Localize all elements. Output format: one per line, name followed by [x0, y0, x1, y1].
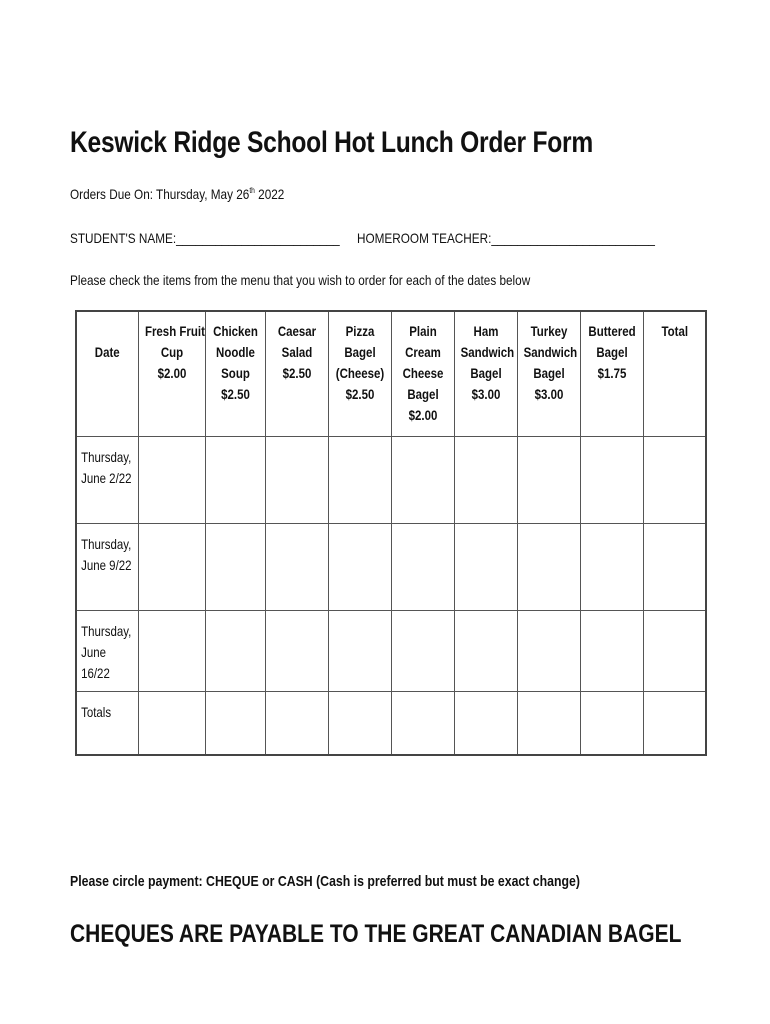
header-label	[523, 312, 577, 405]
menu-item-header	[580, 311, 643, 437]
order-checkbox-cell[interactable]	[138, 611, 205, 692]
row-total-cell[interactable]	[643, 437, 706, 524]
order-checkbox-cell[interactable]	[517, 692, 580, 756]
order-checkbox-cell[interactable]	[138, 437, 205, 524]
order-checkbox-cell[interactable]	[391, 611, 454, 692]
order-checkbox-cell[interactable]	[138, 692, 205, 756]
order-checkbox-cell[interactable]	[138, 524, 205, 611]
header-line: Caesar	[277, 323, 316, 339]
due-date-text: Orders Due On: Thursday, May 26	[70, 186, 250, 202]
due-date-year: 2022	[254, 186, 285, 202]
order-checkbox-cell[interactable]	[517, 437, 580, 524]
header-line: Sandwich	[460, 344, 514, 360]
menu-item-header	[328, 311, 391, 437]
row-date-label	[77, 437, 132, 489]
date-row	[76, 437, 706, 524]
menu-item-header	[138, 311, 205, 437]
header-line: $3.00	[471, 386, 500, 402]
menu-item-header	[454, 311, 517, 437]
header-line: $3.00	[534, 386, 563, 402]
header-row	[76, 311, 706, 437]
order-checkbox-cell[interactable]	[205, 524, 265, 611]
header-line: $1.75	[597, 365, 626, 381]
menu-item-header	[391, 311, 454, 437]
header-line: Chicken	[212, 323, 258, 339]
form-title: Keswick Ridge School Hot Lunch Order Form	[70, 126, 593, 159]
order-checkbox-cell[interactable]	[265, 524, 328, 611]
order-checkbox-cell[interactable]	[328, 611, 391, 692]
header-line: Total	[660, 323, 688, 339]
row-date-line: 16/22	[81, 665, 110, 681]
header-line: Soup	[220, 365, 250, 381]
row-total-cell[interactable]	[643, 692, 706, 756]
header-line: Bagel	[595, 344, 628, 360]
order-checkbox-cell[interactable]	[265, 437, 328, 524]
date-row	[76, 524, 706, 611]
due-date-ordinal: th	[249, 186, 255, 195]
row-date-cell	[76, 437, 138, 524]
row-date-label	[77, 692, 127, 723]
order-checkbox-cell[interactable]	[265, 692, 328, 756]
order-checkbox-cell[interactable]	[580, 611, 643, 692]
row-date-cell	[76, 611, 138, 692]
total-column-header	[643, 311, 706, 437]
order-checkbox-cell[interactable]	[391, 437, 454, 524]
order-table	[75, 310, 707, 756]
order-checkbox-cell[interactable]	[205, 437, 265, 524]
instructions-text: Please check the items from the menu that you wish to order for each of the dates below	[70, 272, 531, 288]
menu-item-header	[517, 311, 580, 437]
totals-row	[76, 692, 706, 756]
row-date-line: Totals	[81, 704, 112, 720]
row-date-line: Thursday,	[81, 449, 132, 465]
header-line: Bagel	[406, 386, 439, 402]
order-checkbox-cell[interactable]	[517, 524, 580, 611]
row-date-line: Thursday,	[81, 536, 132, 552]
header-line: Salad	[281, 344, 312, 360]
header-label	[460, 312, 514, 405]
header-label	[586, 312, 637, 384]
order-checkbox-cell[interactable]	[454, 437, 517, 524]
header-label	[649, 312, 699, 342]
header-line: $2.00	[157, 365, 186, 381]
order-checkbox-cell[interactable]	[454, 524, 517, 611]
homeroom-teacher-label: HOMEROOM TEACHER:	[357, 230, 492, 246]
order-checkbox-cell[interactable]	[391, 524, 454, 611]
header-line: Ham	[473, 323, 498, 339]
header-line: $2.50	[220, 386, 250, 402]
menu-item-header	[265, 311, 328, 437]
header-label	[397, 312, 448, 426]
date-column-header	[76, 311, 138, 437]
row-date-cell	[76, 692, 138, 756]
table-body	[76, 437, 706, 756]
header-line: Bagel	[532, 365, 565, 381]
header-line: $2.00	[408, 407, 437, 423]
header-line: Turkey	[530, 323, 567, 339]
menu-item-header	[205, 311, 265, 437]
order-checkbox-cell[interactable]	[580, 524, 643, 611]
row-date-line: June	[81, 644, 106, 660]
row-total-cell[interactable]	[643, 611, 706, 692]
row-date-line: June 9/22	[81, 557, 132, 573]
order-checkbox-cell[interactable]	[454, 692, 517, 756]
header-line: Cheese	[402, 365, 443, 381]
student-name-blank[interactable]: _________________________	[176, 230, 340, 246]
header-line: Buttered	[587, 323, 636, 339]
header-line: $2.50	[282, 365, 311, 381]
order-checkbox-cell[interactable]	[454, 611, 517, 692]
order-checkbox-cell[interactable]	[580, 437, 643, 524]
header-line: $2.50	[345, 386, 374, 402]
header-line: (Cheese)	[335, 365, 384, 381]
header-line: Cup	[160, 344, 183, 360]
header-line: Bagel	[343, 344, 376, 360]
student-name-label: STUDENT'S NAME:	[70, 230, 177, 246]
order-checkbox-cell[interactable]	[328, 692, 391, 756]
order-checkbox-cell[interactable]	[328, 524, 391, 611]
row-total-cell[interactable]	[643, 524, 706, 611]
header-label	[334, 312, 385, 405]
due-date-line	[70, 186, 284, 202]
order-checkbox-cell[interactable]	[265, 611, 328, 692]
header-line: Date	[94, 344, 120, 360]
header-line: Cream	[404, 344, 441, 360]
order-checkbox-cell[interactable]	[328, 437, 391, 524]
header-label	[271, 312, 322, 384]
row-date-line: Thursday,	[81, 623, 132, 639]
header-line: Bagel	[469, 365, 502, 381]
date-row	[76, 611, 706, 692]
homeroom-teacher-field[interactable]	[357, 230, 655, 246]
order-checkbox-cell[interactable]	[205, 611, 265, 692]
order-checkbox-cell[interactable]	[517, 611, 580, 692]
order-checkbox-cell[interactable]	[580, 692, 643, 756]
payment-instructions: Please circle payment: CHEQUE or CASH (Cash is preferred but must be exact change)	[70, 873, 580, 890]
header-label	[82, 312, 132, 363]
homeroom-teacher-blank[interactable]: _________________________	[491, 230, 655, 246]
cheques-payable-note: CHEQUES ARE PAYABLE TO THE GREAT CANADIAN BAGEL	[70, 920, 682, 948]
header-line: Pizza	[345, 323, 374, 339]
header-line: Plain	[408, 323, 437, 339]
row-date-label	[77, 524, 132, 576]
header-line: Sandwich	[523, 344, 577, 360]
header-label	[144, 312, 205, 384]
header-line: Noodle	[215, 344, 255, 360]
student-name-field[interactable]	[70, 230, 340, 246]
row-date-line: June 2/22	[81, 470, 132, 486]
header-line: Fresh Fruit	[144, 323, 205, 339]
order-checkbox-cell[interactable]	[391, 692, 454, 756]
order-checkbox-cell[interactable]	[205, 692, 265, 756]
row-date-label	[77, 611, 132, 684]
row-date-cell	[76, 524, 138, 611]
header-label	[211, 312, 259, 405]
